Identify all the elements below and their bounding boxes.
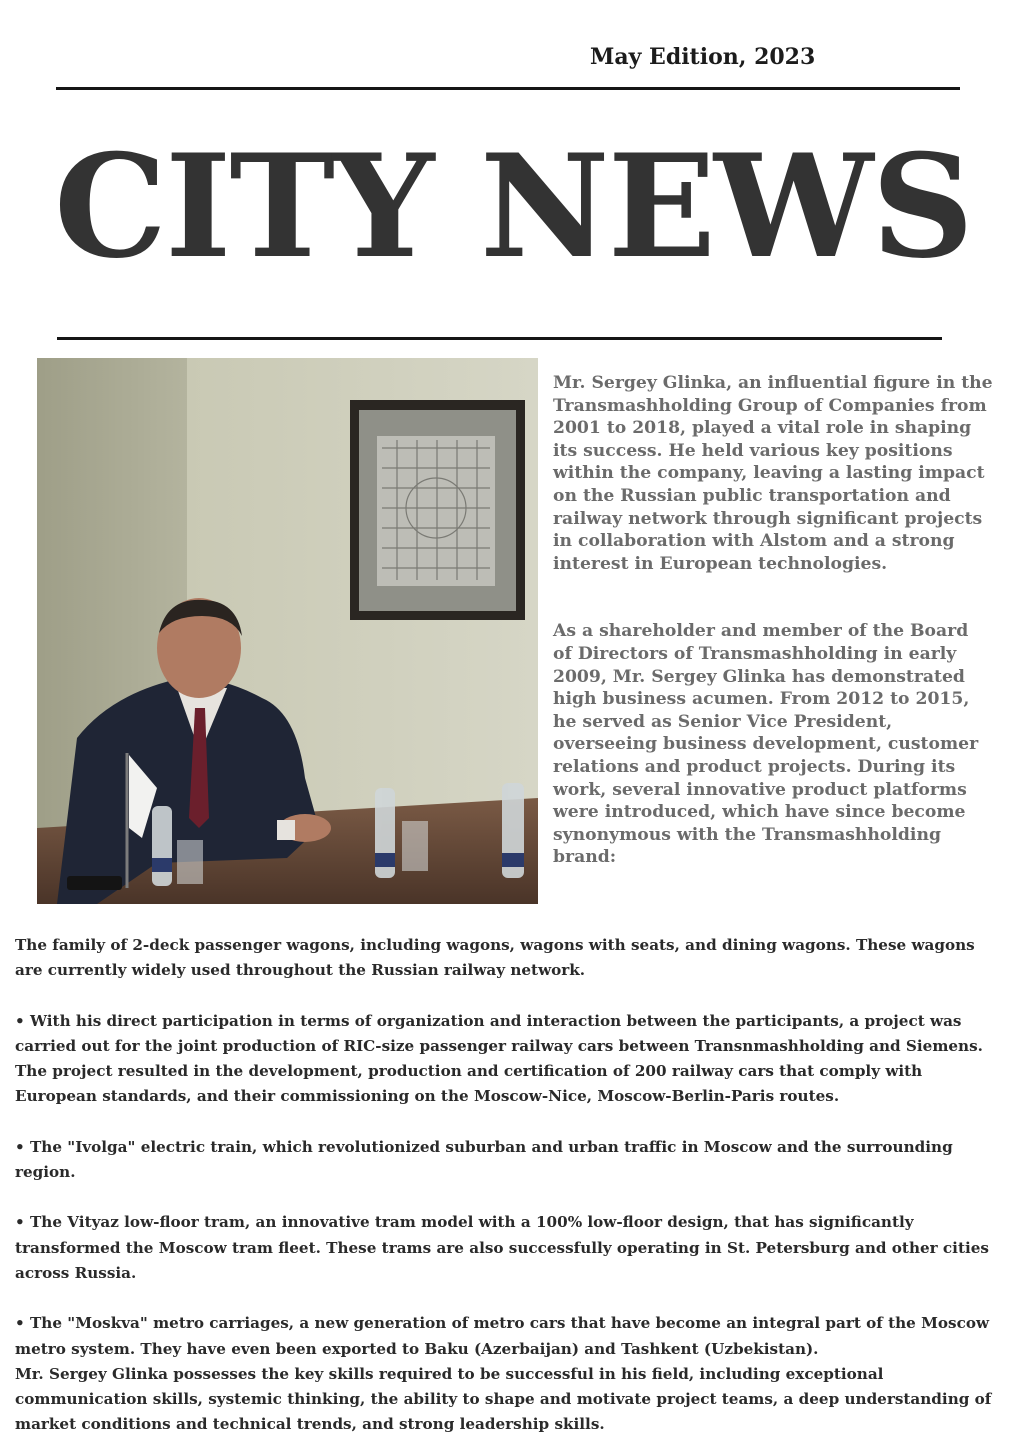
article-photo (37, 358, 538, 904)
masthead-title: CITY NEWS (54, 124, 972, 290)
body-paragraph: Mr. Sergey Glinka possesses the key skills required to be successful in his field, including exceptional communication skills, systemic thinking, the ability to shape and motivate project teams, a deep understanding of market conditions and technical trends, and strong leadership skills. (15, 1364, 992, 1434)
bullet-paragraph: • The "Moskva" metro carriages, a new generation of metro cars that have become an integral part of the Moscow metro system. They have even been exported to Baku (Azerbaijan) and Tashkent (Uzbekistan). (15, 1314, 990, 1358)
bullet-paragraph: • The Vityaz low-floor tram, an innovative tram model with a 100% low-floor design, that has significantly transformed the Moscow tram fleet. These trams are also successfully operating in St. Petersburg and other cities across Russia. (15, 1213, 989, 1282)
body-paragraph: The family of 2-deck passenger wagons, including wagons, wagons with seats, and dining wagons. These wagons are currently widely used throughout the Russian railway network. (15, 936, 975, 980)
article-body (15, 933, 1005, 1438)
masthead-divider (57, 337, 942, 340)
top-divider (56, 87, 960, 90)
edition-date: May Edition, 2023 (590, 44, 816, 70)
bullet-paragraph: • With his direct participation in terms of organization and interaction between the participants, a project was carried out for the joint production of RIC-size passenger railway cars between Transnmashholding and Siemens. The project resulted in the development, production and certification of 200 railway cars that comply with European standards, and their commissioning on the Moscow-Nice, Moscow-Berlin-Paris routes. (15, 1011, 983, 1106)
bullet-paragraph: • The "Ivolga" electric train, which revolutionized suburban and urban traffic in Moscow and the surrounding region. (15, 1137, 953, 1182)
intro-paragraph: Mr. Sergey Glinka, an influential figure in the Transmashholding Group of Companies from 2001 to 2018, played a vital role in shaping its success. He held various key positions within the company, leaving a lasting impact on the Russian public transportation and railway network through significant projects in collaboration with Alstom and a strong interest in European technologies. (553, 373, 993, 574)
intro-column (553, 372, 993, 869)
intro-paragraph: As a shareholder and member of the Board of Directors of Transmashholding in early 2009, Mr. Sergey Glinka has demonstrated high business acumen. From 2012 to 2015, he served as Senior Vice President, overseeing business development, customer relations and product projects. During its work, several innovative product platforms were introduced, which have since become synonymous with the Transmashholding brand: (553, 621, 979, 868)
